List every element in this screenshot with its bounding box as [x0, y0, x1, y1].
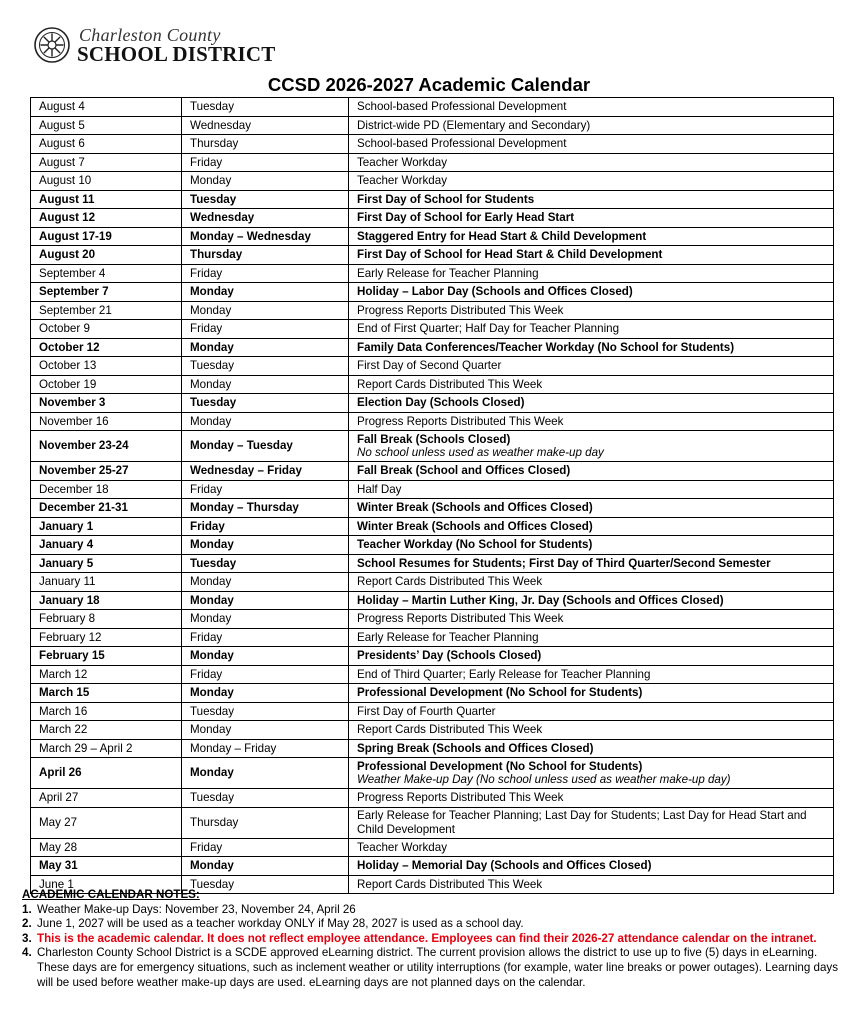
event-text: Teacher Workday	[357, 840, 447, 854]
date-cell: May 28	[31, 838, 182, 857]
day-cell: Friday	[182, 628, 349, 647]
event-text: Fall Break (School and Offices Closed)	[357, 464, 571, 477]
event-cell	[349, 573, 834, 592]
table-row	[31, 375, 834, 394]
event-text: Progress Reports Distributed This Week	[357, 612, 564, 625]
table-row	[31, 684, 834, 703]
date-cell: January 5	[31, 554, 182, 573]
day-cell: Wednesday – Friday	[182, 462, 349, 481]
table-row	[31, 807, 834, 838]
event-cell	[349, 338, 834, 357]
event-text: School-based Professional Development	[357, 137, 567, 150]
day-cell: Tuesday	[182, 190, 349, 209]
table-row	[31, 227, 834, 246]
note-item	[22, 932, 842, 947]
date-cell: November 23-24	[31, 431, 182, 462]
date-cell: December 18	[31, 480, 182, 499]
event-text: Professional Development (No School for Students)	[357, 759, 643, 773]
event-text: Winter Break (Schools and Offices Closed)	[357, 501, 593, 514]
event-cell	[349, 536, 834, 555]
date-cell: September 21	[31, 301, 182, 320]
logo-script-text: Charleston County	[79, 25, 221, 45]
event-cell	[349, 227, 834, 246]
event-cell	[349, 628, 834, 647]
event-cell	[349, 264, 834, 283]
date-cell: March 22	[31, 721, 182, 740]
event-cell	[349, 554, 834, 573]
date-cell: May 31	[31, 857, 182, 876]
day-cell: Monday	[182, 375, 349, 394]
event-cell	[349, 591, 834, 610]
note-number: 4.	[22, 946, 32, 960]
table-row	[31, 628, 834, 647]
event-text: End of Third Quarter; Early Release for Teacher Planning	[357, 667, 651, 681]
event-cell	[349, 610, 834, 629]
day-cell: Thursday	[182, 807, 349, 838]
date-cell: January 18	[31, 591, 182, 610]
table-row	[31, 431, 834, 462]
date-cell: August 17-19	[31, 227, 182, 246]
day-cell: Friday	[182, 480, 349, 499]
event-text: Half Day	[357, 482, 402, 496]
table-row	[31, 264, 834, 283]
table-row	[31, 536, 834, 555]
table-row	[31, 573, 834, 592]
table-row	[31, 739, 834, 758]
event-text: Early Release for Teacher Planning	[357, 630, 539, 644]
event-cell	[349, 283, 834, 302]
calendar-body	[31, 98, 834, 894]
date-cell: November 3	[31, 394, 182, 413]
event-cell	[349, 209, 834, 228]
date-cell: December 21-31	[31, 499, 182, 518]
event-text: Progress Reports Distributed This Week	[357, 791, 564, 804]
event-cell	[349, 357, 834, 376]
date-cell: January 11	[31, 573, 182, 592]
day-cell: Tuesday	[182, 394, 349, 413]
table-row	[31, 153, 834, 172]
date-cell: August 4	[31, 98, 182, 117]
note-text: June 1, 2027 will be used as a teacher workday ONLY if May 28, 2027 is used as a school day.	[37, 917, 524, 931]
event-cell	[349, 480, 834, 499]
event-cell	[349, 116, 834, 135]
event-text: Family Data Conferences/Teacher Workday (No School for Students)	[357, 340, 735, 354]
day-cell: Friday	[182, 264, 349, 283]
event-text: Report Cards Distributed This Week	[357, 723, 543, 736]
day-cell: Wednesday	[182, 209, 349, 228]
event-text: Staggered Entry for Head Start & Child Development	[357, 229, 647, 243]
date-cell: April 27	[31, 789, 182, 808]
day-cell: Monday	[182, 301, 349, 320]
note-text: This is the academic calendar. It does not reflect employee attendance. Employees can find their 2026-27 attendance calendar on the intranet.	[37, 931, 817, 945]
date-cell: February 8	[31, 610, 182, 629]
day-cell: Monday	[182, 338, 349, 357]
table-row	[31, 554, 834, 573]
event-cell	[349, 838, 834, 857]
date-cell: November 16	[31, 412, 182, 431]
day-cell: Monday	[182, 172, 349, 191]
event-cell	[349, 647, 834, 666]
day-cell: Monday	[182, 857, 349, 876]
event-cell	[349, 739, 834, 758]
date-cell: January 1	[31, 517, 182, 536]
event-text: Report Cards Distributed This Week	[357, 877, 543, 891]
event-cell	[349, 758, 834, 789]
event-text: Report Cards Distributed This Week	[357, 377, 543, 391]
event-text: Holiday – Labor Day (Schools and Offices Closed)	[357, 285, 633, 298]
date-cell: March 29 – April 2	[31, 739, 182, 758]
table-row	[31, 338, 834, 357]
event-text: First Day of School for Head Start & Child Development	[357, 248, 663, 261]
event-cell	[349, 412, 834, 431]
table-row	[31, 591, 834, 610]
event-cell	[349, 684, 834, 703]
event-cell	[349, 320, 834, 339]
day-cell: Tuesday	[182, 357, 349, 376]
table-row	[31, 665, 834, 684]
event-text: End of First Quarter; Half Day for Teacher Planning	[357, 322, 620, 335]
table-row	[31, 209, 834, 228]
date-cell: March 12	[31, 665, 182, 684]
note-number: 2.	[22, 917, 32, 931]
event-text: Holiday – Martin Luther King, Jr. Day (Schools and Offices Closed)	[357, 593, 724, 607]
event-cell	[349, 301, 834, 320]
date-cell: August 7	[31, 153, 182, 172]
event-text: Report Cards Distributed This Week	[357, 575, 543, 588]
event-text: District-wide PD (Elementary and Secondary)	[357, 118, 591, 132]
event-cell	[349, 517, 834, 536]
date-cell: August 12	[31, 209, 182, 228]
day-cell: Friday	[182, 665, 349, 684]
table-row	[31, 499, 834, 518]
day-cell: Monday	[182, 573, 349, 592]
event-cell	[349, 702, 834, 721]
day-cell: Tuesday	[182, 554, 349, 573]
date-cell: August 6	[31, 135, 182, 154]
day-cell: Monday	[182, 536, 349, 555]
date-cell: March 16	[31, 702, 182, 721]
note-number: 1.	[22, 902, 32, 916]
event-text: Teacher Workday	[357, 174, 447, 187]
event-text: Teacher Workday	[357, 155, 447, 169]
page-title: CCSD 2026-2027 Academic Calendar	[267, 74, 591, 95]
table-row	[31, 721, 834, 740]
table-row	[31, 357, 834, 376]
note-item	[22, 946, 842, 990]
table-row	[31, 320, 834, 339]
table-row	[31, 462, 834, 481]
note-text: Weather Make-up Days: November 23, November 24, April 26	[37, 902, 356, 916]
date-cell: April 26	[31, 758, 182, 789]
day-cell: Monday – Thursday	[182, 499, 349, 518]
event-cell	[349, 375, 834, 394]
date-cell: August 10	[31, 172, 182, 191]
event-cell	[349, 721, 834, 740]
calendar-notes	[22, 888, 842, 990]
day-cell: Friday	[182, 838, 349, 857]
day-cell: Thursday	[182, 135, 349, 154]
day-cell: Monday	[182, 412, 349, 431]
day-cell: Wednesday	[182, 116, 349, 135]
day-cell: Monday	[182, 591, 349, 610]
day-cell: Friday	[182, 153, 349, 172]
day-cell: Monday – Friday	[182, 739, 349, 758]
event-text: First Day of School for Students	[357, 192, 535, 206]
event-text: Early Release for Teacher Planning; Last Day for Students; Last Day for Head Start and Child Development	[357, 809, 807, 836]
table-row	[31, 98, 834, 117]
notes-list	[22, 903, 842, 991]
day-cell: Tuesday	[182, 789, 349, 808]
academic-calendar-table	[30, 97, 834, 894]
day-cell: Tuesday	[182, 98, 349, 117]
day-cell: Monday	[182, 758, 349, 789]
day-cell: Monday	[182, 721, 349, 740]
event-text: First Day of Second Quarter	[357, 359, 502, 372]
day-cell: Monday	[182, 647, 349, 666]
table-row	[31, 702, 834, 721]
date-cell: October 9	[31, 320, 182, 339]
table-row	[31, 857, 834, 876]
day-cell: Monday – Tuesday	[182, 431, 349, 462]
date-cell: October 12	[31, 338, 182, 357]
event-text: Progress Reports Distributed This Week	[357, 303, 564, 317]
table-row	[31, 517, 834, 536]
logo-main-text: SCHOOL DISTRICT	[77, 42, 276, 66]
event-note: Weather Make-up Day (No school unless used as weather make-up day)	[357, 773, 731, 786]
date-cell: March 15	[31, 684, 182, 703]
note-item	[22, 903, 842, 918]
table-row	[31, 838, 834, 857]
day-cell: Tuesday	[182, 875, 349, 894]
event-cell	[349, 462, 834, 481]
event-text: Early Release for Teacher Planning	[357, 266, 539, 280]
note-item	[22, 917, 842, 932]
table-row	[31, 480, 834, 499]
table-row	[31, 412, 834, 431]
event-cell	[349, 857, 834, 876]
day-cell: Monday	[182, 684, 349, 703]
table-row	[31, 283, 834, 302]
day-cell: Thursday	[182, 246, 349, 265]
table-row	[31, 394, 834, 413]
date-cell: June 1	[31, 875, 182, 894]
event-text: Holiday – Memorial Day (Schools and Offices Closed)	[357, 859, 652, 872]
event-text: Winter Break (Schools and Offices Closed)	[357, 519, 593, 533]
event-cell	[349, 153, 834, 172]
day-cell: Monday	[182, 610, 349, 629]
table-row	[31, 758, 834, 789]
date-cell: May 27	[31, 807, 182, 838]
event-text: Professional Development (No School for Students)	[357, 686, 643, 699]
event-text: First Day of Fourth Quarter	[357, 704, 496, 718]
date-cell: September 7	[31, 283, 182, 302]
event-text: Fall Break (Schools Closed)	[357, 432, 511, 446]
event-cell	[349, 807, 834, 838]
event-text: School Resumes for Students; First Day of Third Quarter/Second Semester	[357, 556, 771, 570]
event-cell	[349, 98, 834, 117]
event-cell	[349, 246, 834, 265]
note-number: 3.	[22, 931, 32, 945]
event-text: School-based Professional Development	[357, 100, 567, 113]
event-cell	[349, 135, 834, 154]
date-cell: February 12	[31, 628, 182, 647]
table-row	[31, 116, 834, 135]
day-cell: Monday	[182, 283, 349, 302]
note-text: Charleston County School District is a SCDE approved eLearning district. The current provision allows the district to use up to five (5) days in eLearning. These days are for emergency situations, such as inclement weather or utility interruptions (for example, water line breaks or power outages). Learning days will be used before weather make-up days are used. eLearning days are not planned days on the calendar.	[37, 946, 839, 989]
event-cell	[349, 431, 834, 462]
event-note: No school unless used as weather make-up day	[357, 446, 604, 459]
table-row	[31, 172, 834, 191]
event-cell	[349, 172, 834, 191]
day-cell: Tuesday	[182, 702, 349, 721]
table-row	[31, 190, 834, 209]
date-cell: August 5	[31, 116, 182, 135]
event-cell	[349, 190, 834, 209]
event-cell	[349, 789, 834, 808]
date-cell: February 15	[31, 647, 182, 666]
date-cell: August 20	[31, 246, 182, 265]
table-row	[31, 610, 834, 629]
date-cell: October 19	[31, 375, 182, 394]
day-cell: Friday	[182, 517, 349, 536]
event-text: First Day of School for Early Head Start	[357, 211, 575, 224]
date-cell: November 25-27	[31, 462, 182, 481]
date-cell: September 4	[31, 264, 182, 283]
event-text: Progress Reports Distributed This Week	[357, 414, 564, 428]
table-row	[31, 647, 834, 666]
table-row	[31, 789, 834, 808]
notes-heading: ACADEMIC CALENDAR NOTES:	[22, 888, 200, 901]
event-text: Spring Break (Schools and Offices Closed)	[357, 741, 594, 755]
date-cell: January 4	[31, 536, 182, 555]
table-row	[31, 246, 834, 265]
table-row	[31, 135, 834, 154]
event-cell	[349, 394, 834, 413]
event-cell	[349, 499, 834, 518]
event-text: Presidents’ Day (Schools Closed)	[357, 649, 542, 662]
day-cell: Monday – Wednesday	[182, 227, 349, 246]
event-text: Election Day (Schools Closed)	[357, 396, 525, 409]
event-text: Teacher Workday (No School for Students)	[357, 538, 593, 551]
event-cell	[349, 665, 834, 684]
district-seal-icon	[33, 26, 71, 64]
district-logo	[33, 25, 276, 66]
table-row	[31, 301, 834, 320]
date-cell: August 11	[31, 190, 182, 209]
day-cell: Friday	[182, 320, 349, 339]
date-cell: October 13	[31, 357, 182, 376]
